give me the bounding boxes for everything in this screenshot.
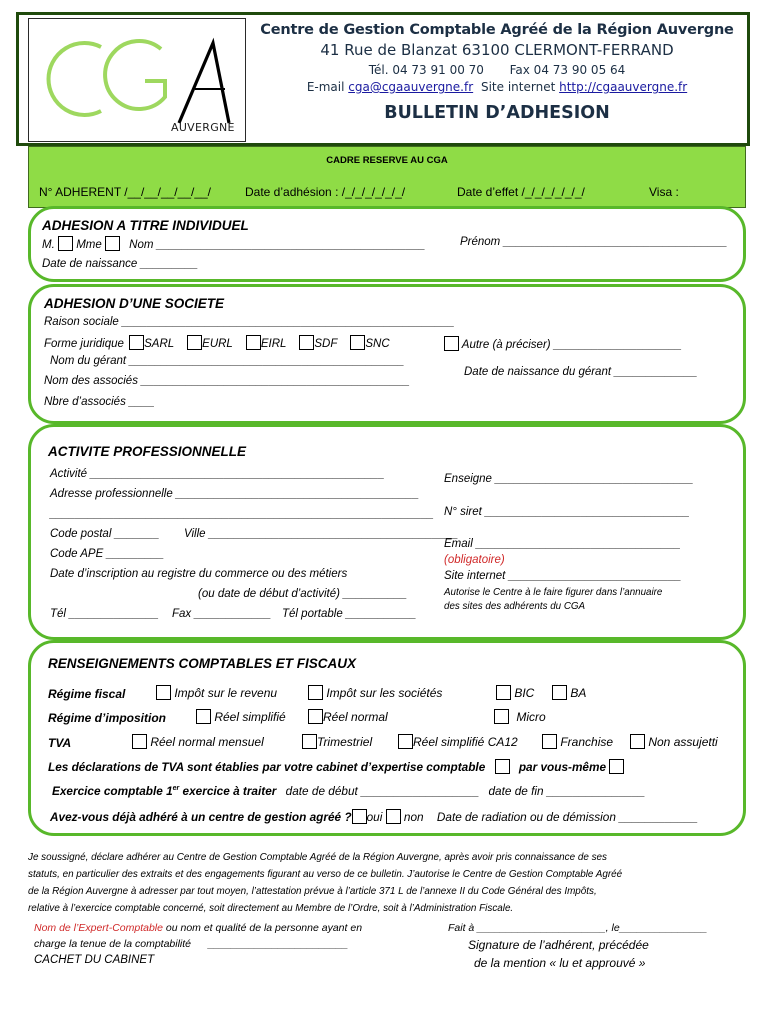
activite-field[interactable]: Activité ______________________________________________ xyxy=(50,468,385,480)
exercice-row xyxy=(52,784,645,798)
org-address: 41 Rue de Blanzat 63100 CLERMONT-FERRAND xyxy=(320,41,674,59)
expert-comptable-label xyxy=(34,922,362,934)
declaration-text xyxy=(28,849,746,917)
m-label: M. xyxy=(42,239,55,251)
ba-option xyxy=(552,685,586,700)
email-link[interactable]: cga@cgaauvergne.fr xyxy=(348,80,474,94)
reel-normal-checkbox[interactable] xyxy=(308,709,323,724)
code-postal-field[interactable]: Code postal _______ xyxy=(50,528,160,540)
eurl-label: EURL xyxy=(202,338,233,350)
site-label: Site internet xyxy=(480,80,556,94)
autre-checkbox[interactable] xyxy=(444,336,459,351)
rs-ca12-label: Réel simplifié CA12 xyxy=(413,735,518,749)
reserved-band xyxy=(28,146,746,208)
tva-label: TVA xyxy=(48,736,72,750)
micro-checkbox[interactable] xyxy=(494,709,509,724)
reserved-title: CADRE RESERVE AU CGA xyxy=(326,155,448,166)
obligatoire-note: (obligatoire) xyxy=(444,554,505,566)
non-assujetti-option xyxy=(630,734,718,749)
reel-normal-option xyxy=(308,709,388,724)
nom-associes-field[interactable]: Nom des associés __________________________________________ xyxy=(44,375,410,387)
visa-field[interactable]: Visa : xyxy=(649,185,679,199)
reel-simplifie-label: Réel simplifié xyxy=(214,710,286,724)
tva-declarations-row xyxy=(48,759,624,774)
snc-checkbox[interactable] xyxy=(350,335,365,350)
enseigne-field[interactable]: Enseigne _______________________________ xyxy=(444,473,694,485)
par-vous-checkbox[interactable] xyxy=(609,759,624,774)
date-effet-field[interactable]: Date d’effet /_/_/_/_/_/_/ xyxy=(457,185,585,199)
tel-field[interactable]: Tél ______________ xyxy=(50,608,159,620)
signature-line2: de la mention « lu et approuvé » xyxy=(474,956,646,970)
forme-label: Forme juridique xyxy=(44,338,124,350)
declaration-line-2: statuts, en particulier des extraits et des engagements figurant au verso de ce bulletin. J’autorise le Centre de Gestion Comptable Agréé xyxy=(28,869,623,880)
eurl-checkbox[interactable] xyxy=(187,335,202,350)
tenue-comptabilite-row xyxy=(34,938,348,950)
declarations-label: Les déclarations de TVA sont établies par votre cabinet d’expertise comptable xyxy=(48,760,486,774)
sdf-checkbox[interactable] xyxy=(299,335,314,350)
date-debut-activite-field[interactable]: (ou date de début d’activité) __________ xyxy=(198,588,408,600)
declaration-line-3: de la Région Auvergne à adresser par tout moyen, l’attestation prévue à l’article 371 L de l’annexe II du Code Général des Impôts, xyxy=(28,886,597,897)
rn-mensuel-checkbox[interactable] xyxy=(132,734,147,749)
m-checkbox[interactable] xyxy=(58,236,73,251)
annuaire-note-line2: des sites des adhérents du CGA xyxy=(444,601,586,612)
sdf-label: SDF xyxy=(314,338,338,350)
regime-imposition-label: Régime d’imposition xyxy=(48,711,167,725)
date-naissance-field[interactable]: Date de naissance _________ xyxy=(42,258,199,270)
inscription-label: Date d’inscription au registre du commerce ou des métiers xyxy=(50,568,348,580)
eirl-label: EIRL xyxy=(260,338,287,350)
deja-adhere-label: Avez-vous déjà adhéré à un centre de gestion agréé ? xyxy=(50,810,352,824)
comptable-title: RENSEIGNEMENTS COMPTABLES ET FISCAUX xyxy=(48,656,357,671)
is-checkbox[interactable] xyxy=(308,685,323,700)
autre-field[interactable]: Autre (à préciser) ____________________ xyxy=(461,339,682,351)
raison-sociale-field[interactable]: Raison sociale ____________________________________________________ xyxy=(44,316,455,328)
non-label: non xyxy=(403,810,424,824)
rs-ca12-option xyxy=(398,734,518,749)
nom-field[interactable]: Nom __________________________________________ xyxy=(129,239,426,251)
fait-a-field[interactable]: Fait à ______________________, le_______________ xyxy=(448,922,708,934)
site-internet-field[interactable]: Site internet ___________________________ xyxy=(444,570,682,582)
cachet-label: CACHET DU CABINET xyxy=(34,954,155,966)
ville-field[interactable]: Ville _______________________________________ xyxy=(184,528,459,540)
franchise-label: Franchise xyxy=(560,735,614,749)
nom-gerant-field[interactable]: Nom du gérant ___________________________________________ xyxy=(50,355,405,367)
tel-portable-field[interactable]: Tél portable ___________ xyxy=(282,608,417,620)
is-option xyxy=(308,685,442,700)
societe-title: ADHESION D’UNE SOCIETE xyxy=(44,296,225,311)
mme-label: Mme xyxy=(76,239,102,251)
snc-label: SNC xyxy=(365,338,390,350)
individuel-title: ADHESION A TITRE INDIVIDUEL xyxy=(42,218,249,233)
regime-fiscal-label: Régime fiscal xyxy=(48,687,126,701)
rn-mensuel-label: Réel normal mensuel xyxy=(150,735,264,749)
signature-line1: Signature de l’adhérent, précédée xyxy=(468,938,649,952)
bic-option xyxy=(496,685,534,700)
cabinet-checkbox[interactable] xyxy=(495,759,510,774)
autre-row xyxy=(444,336,682,351)
ir-label: Impôt sur le revenu xyxy=(174,686,278,700)
oui-label: oui xyxy=(366,810,383,824)
declaration-line-1: Je soussigné, déclare adhérer au Centre de Gestion Comptable Agréé de la Région Auvergne, après avoir pris connaissance de ses xyxy=(28,852,607,863)
ir-option xyxy=(156,685,277,700)
ir-checkbox[interactable] xyxy=(156,685,171,700)
tenue-field[interactable]: ________________________ xyxy=(207,938,349,950)
site-link[interactable]: http://cgaauvergne.fr xyxy=(559,80,688,94)
bic-checkbox[interactable] xyxy=(496,685,511,700)
franchise-option xyxy=(542,734,613,749)
trimestriel-checkbox[interactable] xyxy=(302,734,317,749)
sarl-checkbox[interactable] xyxy=(129,335,144,350)
exercice-date-fin-field[interactable]: date de fin _______________ xyxy=(488,784,646,798)
logo-subtitle: AUVERGNE xyxy=(171,121,235,134)
civilite-row xyxy=(42,236,425,251)
header-text xyxy=(252,22,742,123)
date-adhesion-field[interactable]: Date d’adhésion : /_/_/_/_/_/_/ xyxy=(245,185,406,199)
deja-adhere-row xyxy=(50,809,698,824)
ba-checkbox[interactable] xyxy=(552,685,567,700)
adherent-number-field[interactable]: N° ADHERENT /__/__/__/__/__/ xyxy=(39,185,212,199)
reel-simplifie-checkbox[interactable] xyxy=(196,709,211,724)
expert-comptable-rest: ou nom et qualité de la personne ayant en xyxy=(162,922,363,934)
nbre-associes-field[interactable]: Nbre d’associés ____ xyxy=(44,396,155,408)
eirl-checkbox[interactable] xyxy=(246,335,261,350)
forme-juridique-row xyxy=(44,335,390,350)
exercice-label: Exercice comptable 1er exercice à traiter xyxy=(52,784,277,798)
declaration-line-4: relative à l’exercice comptable concerné, soit directement au Membre de l’Ordre, soit à l’Administration Fiscale. xyxy=(28,903,514,914)
email-label: E-mail xyxy=(306,80,345,94)
is-label: Impôt sur les sociétés xyxy=(326,686,443,700)
org-contacts xyxy=(252,63,742,77)
org-name: Centre de Gestion Comptable Agréé de la Région Auvergne xyxy=(260,22,734,38)
code-ape-field[interactable]: Code APE _________ xyxy=(50,548,165,560)
adresse-field[interactable]: Adresse professionnelle ______________________________________ xyxy=(50,488,419,500)
radiation-field[interactable]: Date de radiation ou de démission ____________ xyxy=(436,810,698,824)
cga-logo xyxy=(28,18,246,142)
document-title: BULLETIN D’ADHESION xyxy=(384,103,610,123)
prenom-field[interactable]: Prénom ___________________________________ xyxy=(460,236,728,248)
annuaire-note-line1: Autorise le Centre à le faire figurer dans l’annuaire xyxy=(444,587,663,598)
rs-ca12-checkbox[interactable] xyxy=(398,734,413,749)
org-fax: Fax 04 73 90 05 64 xyxy=(509,63,626,77)
rn-mensuel-option xyxy=(132,734,264,749)
non-assujetti-checkbox[interactable] xyxy=(630,734,645,749)
reel-simplifie-option xyxy=(196,709,286,724)
micro-option xyxy=(494,709,546,724)
reel-normal-label: Réel normal xyxy=(323,710,388,724)
email-field[interactable]: Email ________________________________ xyxy=(444,538,681,550)
expert-comptable-red: Nom de l’Expert-Comptable xyxy=(34,922,163,934)
trimestriel-label: Trimestriel xyxy=(317,735,373,749)
annuaire-note xyxy=(444,586,662,614)
par-vous-label: par vous-même xyxy=(518,760,607,774)
exercice-date-debut-field[interactable]: date de début __________________ xyxy=(285,784,480,798)
ba-label: BA xyxy=(570,686,587,700)
non-checkbox[interactable] xyxy=(386,809,401,824)
mme-checkbox[interactable] xyxy=(105,236,120,251)
non-assujetti-label: Non assujetti xyxy=(648,735,718,749)
tenue-label: charge la tenue de la comptabilité xyxy=(34,938,192,950)
sarl-label: SARL xyxy=(144,338,174,350)
trimestriel-option xyxy=(302,734,372,749)
fax-field[interactable]: Fax ____________ xyxy=(172,608,272,620)
bic-label: BIC xyxy=(514,686,535,700)
micro-label: Micro xyxy=(516,710,546,724)
siret-field[interactable]: N° siret ________________________________ xyxy=(444,506,690,518)
oui-checkbox[interactable] xyxy=(352,809,367,824)
franchise-checkbox[interactable] xyxy=(542,734,557,749)
activite-title: ACTIVITE PROFESSIONNELLE xyxy=(48,444,247,459)
org-web xyxy=(252,80,742,94)
adresse-field-line2[interactable]: ____________________________________________________________ xyxy=(50,508,434,520)
org-phone: Tél. 04 73 91 00 70 xyxy=(368,63,484,77)
naissance-gerant-field[interactable]: Date de naissance du gérant _____________ xyxy=(464,366,698,378)
